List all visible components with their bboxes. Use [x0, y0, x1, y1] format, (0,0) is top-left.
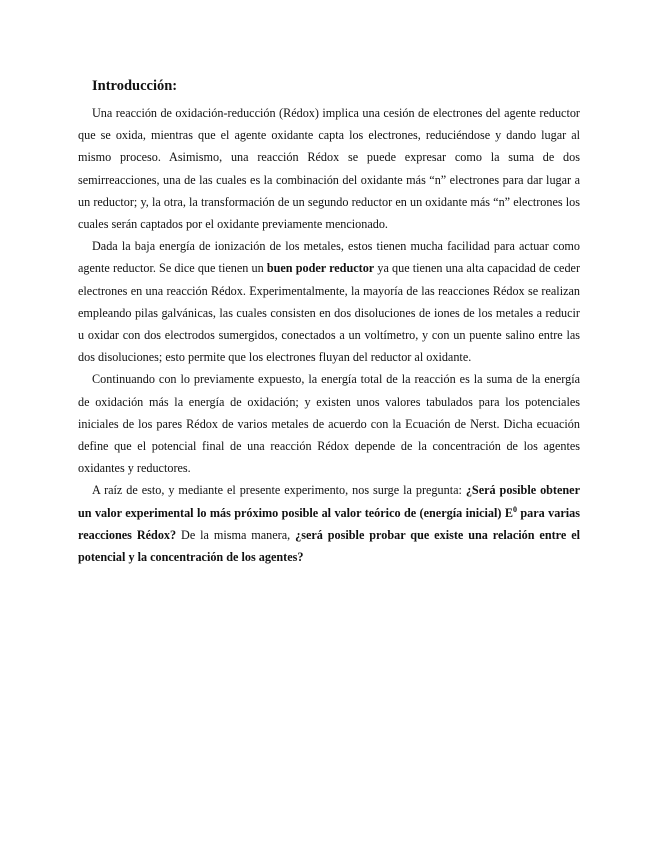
paragraph-1: Una reacción de oxidación-reducción (Rédox) implica una cesión de electrones del agente reductor que se oxida, mientras que el agente oxidante capta los electrones, reduciéndose y dando lugar al mismo proceso. Asimismo, una reacción Rédox se puede expresar como la suma de dos semirreacciones, una de las cuales es la combinación del oxidante más “n” electrones para dar lugar a un reductor; y, la otra, la transformación de un segundo reductor en un oxidante más “n” electrones los cuales serán captados por el oxidante previamente mencionado.: [78, 106, 580, 232]
section-heading: Introducción:: [92, 78, 178, 94]
paragraph-4-text-a: A raíz de esto, y mediante el presente experimento, nos surge la pregunta:: [92, 483, 466, 498]
research-question-2: ¿será posible probar que existe una relación entre el potencial y la concentración de los agentes?: [78, 527, 580, 565]
paragraph-2-bold: buen poder reductor: [266, 261, 375, 276]
research-question-1-end: para varias reacciones Rédox?: [78, 505, 580, 542]
document-page: [78, 76, 580, 568]
paragraph-4: [78, 479, 580, 568]
paragraph-4-text-b: De la misma manera,: [176, 527, 296, 542]
paragraph-2: [78, 235, 580, 368]
paragraph-2-text-a: Dada la baja energía de ionización de los metales, estos tienen mucha facilidad para actuar como agente reductor. Se dice que tienen un: [78, 239, 580, 276]
superscript-zero: 0: [513, 504, 517, 514]
paragraph-3: Continuando con lo previamente expuesto, la energía total de la reacción es la suma de la energía de oxidación más la energía de oxidación; y existen unos valores tabulados para los potenciales iniciales de los pares Rédox de varios metales de acuerdo con la Ecuación de Nerst. Dicha ecuación define que el potencial final de una reacción Rédox depende de la concentración de los agentes oxidantes y reductores.: [78, 372, 580, 476]
research-question-1-text: ¿Será posible obtener un valor experimental lo más próximo posible al valor teórico de (energía inicial) E: [78, 483, 581, 520]
paragraph-2-text-b: ya que tienen una alta capacidad de ceder electrones en una reacción Rédox. Experimentalmente, la mayoría de las reacciones Rédox se realizan empleando pilas galvánicas, las cuales consisten en dos disoluciones de iones de los metales a reducir u oxidar con dos electrodos sumergidos, conectados a un voltímetro, y con un puente salino entre las dos disoluciones; esto permite que los electrones fluyan del reductor al oxidante.: [78, 261, 581, 365]
